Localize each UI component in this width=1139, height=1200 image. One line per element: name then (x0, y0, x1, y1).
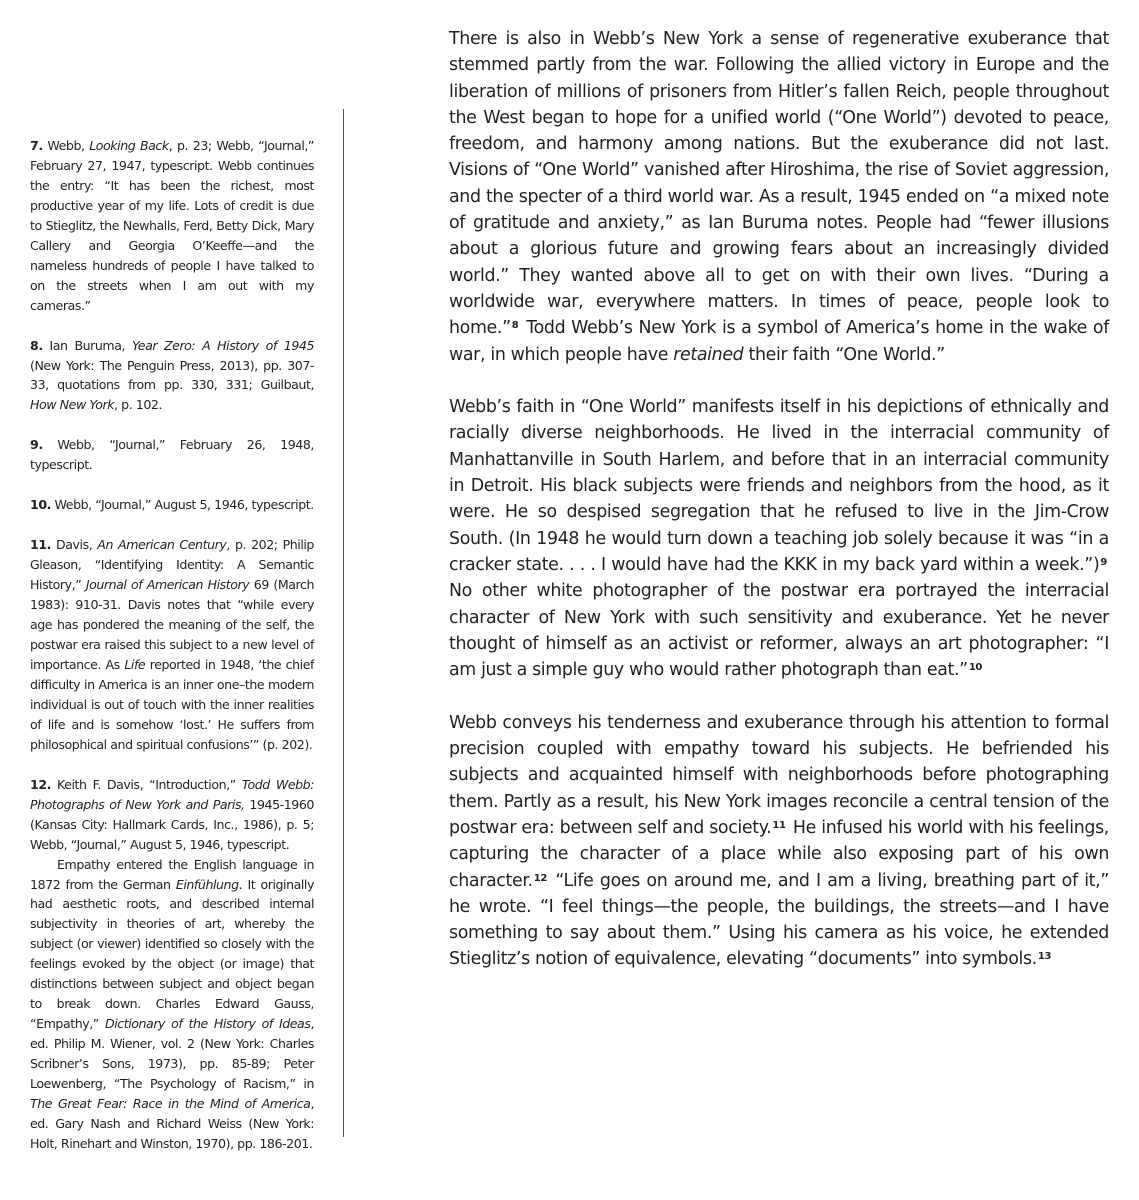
footnote-paragraph (30, 435, 314, 475)
body-paragraph (449, 710, 1109, 973)
text-run: Davis, (50, 537, 98, 553)
italic-text: The Great Fear: Race in the Mind of America (30, 1095, 311, 1111)
footnote-number: 8. (30, 337, 43, 353)
italic-text: Looking Back (89, 138, 169, 153)
text-run: (New York: The Penguin Press, 2013), pp. 307-33, quotations from pp. 330, 331; Guilbaut, (30, 357, 314, 393)
text-run: “Life goes on around me, and I am a living, breathing part of it,” he wrote. “I feel things—the people, the buildings, the streets—and I have something to say about them.” Using his camera as his voice, he extended Stieglitz’s notion of equivalence, elevating “documents” into symbols. (449, 870, 1109, 970)
footnote-paragraph (30, 495, 314, 515)
footnote (30, 336, 314, 416)
text-run: their faith “One World.” (743, 344, 945, 365)
text-run: Keith F. Davis, “Introduction,” (50, 776, 242, 792)
footnote (30, 495, 314, 515)
footnote-number: 11. (30, 537, 51, 553)
italic-text: Einfühlung (175, 876, 239, 892)
text-run: There is also in Webb’s New York a sense of regenerative exuberance that stemmed partly from the war. Following the allied victory in Europe and the liberation of millions of prisoners from Hitler’s fallen Reich, people throughout the West began to hope for a unified world (“One World”) devoted to peace, freedom, and harmony among nations. But the exuberance did not last. Visions of “One World” vanished after Hiroshima, the rise of Soviet aggression, and the specter of a third world war. As a result, 1945 ended on “a mixed note of gratitude and anxiety,” as Ian Buruma notes. People had “fewer illusions about a glorious future and growing fears about an increasingly divided world.” They wanted above all to get on with their own lives. “During a worldwide war, everywhere matters. In times of peace, people look to home.” (449, 29, 1109, 339)
text-run: 1945-1960 (Kansas City: Hallmark Cards, Inc., 1986), p. 5; Webb, “Journal,” August 5, 1946, typescript. (30, 796, 314, 852)
text-run: , p. 23; Webb, “Journal,” February 27, 1947, typescript. Webb continues the entry: “It has been the richest, most productive year of my life. Lots of credit is due to Stieglitz, the Newhalls, Ferd, Betty Dick, Mary Callery and Georgia O’Keeffe—and the nameless hundreds of people I have talked to on the streets when I am out with my cameras.” (30, 138, 314, 313)
text-run: Webb, (42, 138, 90, 153)
text-run: . It originally had aesthetic roots, and described internal subjectivity in theories of art, whereby the subject (or viewer) identified so closely with the feelings evoked by the object (or image) that distinctions between subject and object began to break down. Charles Edward Gauss, “Empathy,” (30, 876, 314, 1032)
text-run: , ed. Gary Nash and Richard Weiss (New York: Holt, Rinehart and Winston, 1970), pp. 186-201. (30, 1095, 314, 1151)
footnotes-column (30, 136, 314, 1174)
text-run: Todd Webb’s New York is a symbol of America’s home in the wake of war, in which people have (449, 318, 1109, 365)
footnote (30, 435, 314, 475)
text-run: Webb’s faith in “One World” manifests itself in his depictions of ethnically and racially diverse neighborhoods. He lived in the interracial community of Manhattanville in South Harlem, and before that in an interracial community in Detroit. His black subjects were friends and neighbors from the hood, as it were. He so despised segregation that he refused to live in the Jim-Crow South. (In 1948 he would turn down a teaching job solely because it was “in a cracker state. . . . I would have had the KKK in my back yard within a week.”) (449, 397, 1109, 575)
text-run: Webb conveys his tenderness and exuberance through his attention to formal precision coupled with empathy toward his subjects. He befriended his subjects and acquainted himself with neighborhoods before photographing them. Partly as a result, his New York images reconcile a central tension of the postwar era: between self and society. (449, 712, 1109, 838)
text-run: , ed. Philip M. Wiener, vol. 2 (New York: Charles Scribner’s Sons, 1973), pp. 85-89; Peter Loewenberg, “The Psychology of Racism,” in (30, 1016, 314, 1092)
footnote-number: 9. (30, 437, 43, 453)
text-run: 69 (March 1983): 910-31. Davis notes that “while every age has pondered the meaning of the self, the postwar era raised this subject to a new level of importance. As (30, 577, 315, 672)
footnote-reference: 11 (772, 819, 786, 831)
text-run: Empathy entered the English language in 1872 from the German (30, 856, 314, 892)
body-paragraph (449, 394, 1109, 683)
text-run: He infused his world with his feelings, capturing the character of a place while also exposing part of his own character. (449, 817, 1109, 891)
italic-text: Dictionary of the History of Ideas (104, 1016, 311, 1032)
footnote-paragraph (30, 775, 314, 855)
footnote-reference: 13 (1037, 951, 1052, 963)
footnote (30, 775, 314, 1154)
footnote-reference: 12 (533, 872, 547, 884)
body-text-column (449, 26, 1109, 999)
footnote (30, 535, 314, 754)
italic-text: An American Century (97, 537, 227, 553)
column-divider (343, 109, 344, 1137)
footnote-paragraph (30, 535, 314, 754)
body-paragraph (449, 26, 1109, 368)
text-run: No other white photographer of the postwar era portrayed the interracial character of New York with such sensitivity and exuberance. Yet he never thought of himself as an activist or reformer, always an art photographer: “I am just a simple guy who would rather photograph than eat.” (449, 581, 1109, 681)
footnote-paragraph (30, 336, 314, 416)
text-run: , p. 202; Philip Gleason, “Identifying Identity: A Semantic History,” (30, 537, 314, 593)
italic-text: Todd Webb: Photographs of New York and Paris, (30, 776, 315, 812)
text-run: Ian Buruma, (42, 337, 132, 353)
italic-text: Year Zero: A History of 1945 (131, 337, 315, 353)
italic-text: Journal of American History (85, 577, 250, 593)
text-run: Webb, “Journal,” August 5, 1946, typescript. (50, 497, 314, 513)
footnote-reference: 8 (511, 320, 519, 332)
footnote-number: 12. (30, 776, 51, 792)
footnote-paragraph (30, 855, 314, 1154)
footnote-number: 7. (30, 138, 43, 153)
footnote (30, 136, 314, 316)
footnote-paragraph (30, 136, 314, 316)
italic-text: How New York (30, 397, 115, 413)
text-run: reported in 1948, ‘the chief difficulty in America is an inner one–the modern individual is out of touch with the inner realities of life and is somehow ‘lost.’ He suffers from philosophical and spiritual confusions’” (p. 202). (30, 656, 315, 752)
footnote-reference: 10 (968, 662, 983, 674)
text-run: Webb, “Journal,” February 26, 1948, typescript. (30, 437, 314, 473)
italic-text: Life (124, 656, 146, 672)
italic-text: retained (673, 344, 744, 365)
footnote-number: 10. (30, 497, 51, 513)
text-run: , p. 102. (114, 397, 163, 413)
footnote-reference: 9 (1100, 556, 1107, 568)
